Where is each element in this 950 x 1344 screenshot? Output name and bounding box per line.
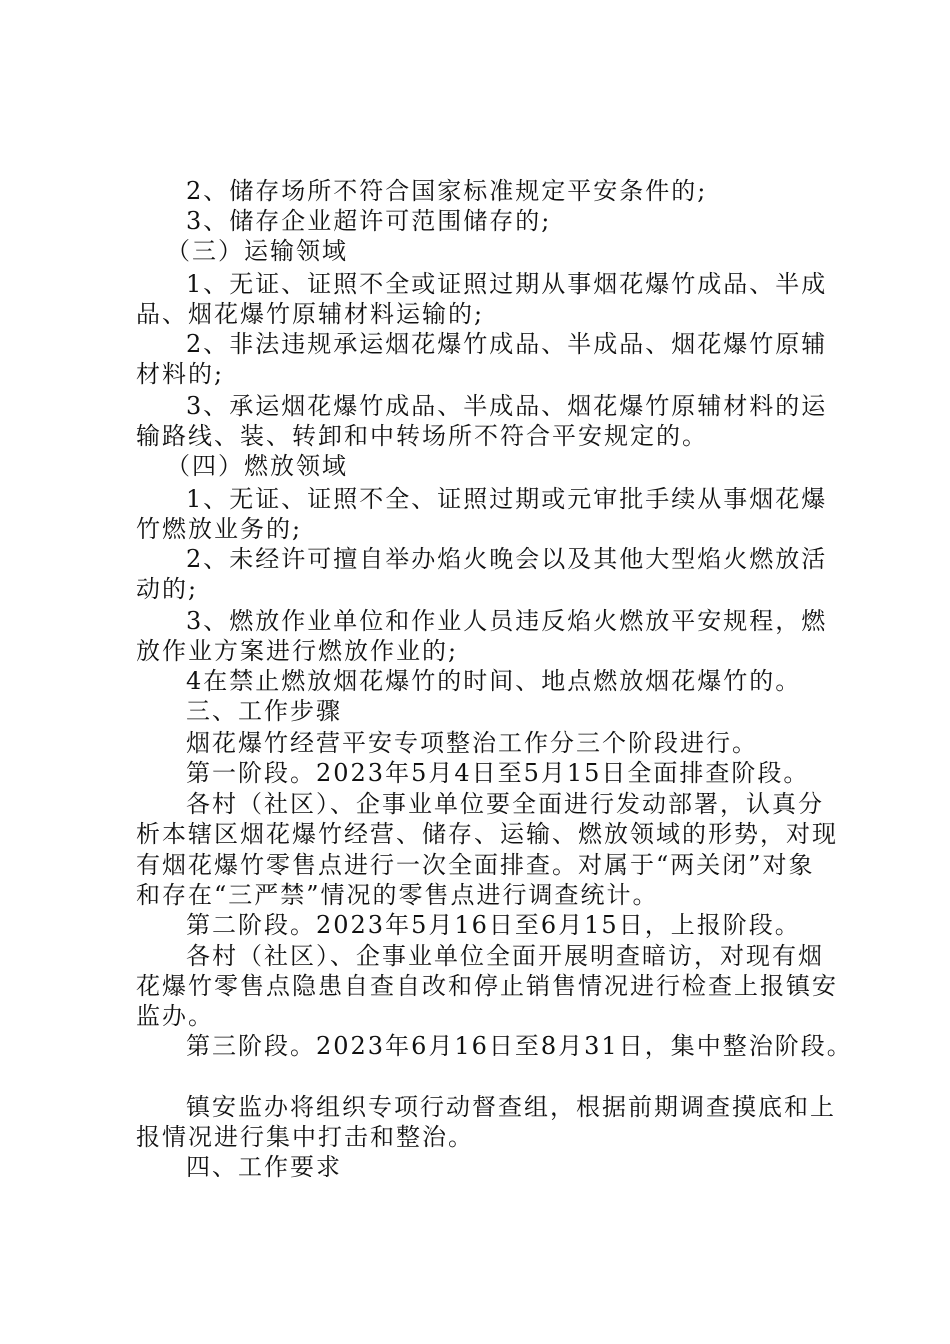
text-line: 品、烟花爆竹原辅材料运输的;	[136, 300, 485, 328]
text-line: 各村（社区）、企事业单位全面开展明查暗访，对现有烟	[186, 942, 824, 970]
text-line: 2、非法违规承运烟花爆竹成品、半成品、烟花爆竹原辅	[186, 330, 828, 358]
text-line: 烟花爆竹经营平安专项整治工作分三个阶段进行。	[186, 729, 758, 757]
text-line: 放作业方案进行燃放作业的;	[136, 637, 459, 665]
text-line: 竹燃放业务的;	[136, 515, 303, 543]
text-line: 第三阶段。2023年6月16日至8月31日，集中整治阶段。	[186, 1032, 853, 1060]
text-line: 输路线、装、转卸和中转场所不符合平安规定的。	[136, 422, 708, 450]
text-line: 析本辖区烟花爆竹经营、储存、运输、燃放领域的形势，对现	[136, 820, 838, 848]
text-line: 和存在“三严禁”情况的零售点进行调查统计。	[136, 881, 659, 909]
text-line: 3、储存企业超许可范围储存的;	[186, 207, 552, 235]
text-line: 第一阶段。2023年5月4日至5月15日全面排查阶段。	[186, 759, 810, 787]
text-line: 材料的;	[136, 360, 225, 388]
text-line: 各村（社区）、企事业单位要全面进行发动部署，认真分	[186, 790, 824, 818]
section-heading: 四、工作要求	[186, 1153, 342, 1181]
text-line: 1、无证、证照不全、证照过期或元审批手续从事烟花爆	[186, 485, 828, 513]
text-line: 花爆竹零售点隐患自查自改和停止销售情况进行检查上报镇安	[136, 972, 838, 1000]
text-line: 3、燃放作业单位和作业人员违反焰火燃放平安规程，燃	[186, 607, 828, 635]
text-line: 监办。	[136, 1002, 214, 1030]
section-heading: 三、工作步骤	[186, 697, 342, 725]
section-heading: （四）燃放领域	[166, 452, 348, 480]
section-heading: （三）运输领域	[166, 237, 348, 265]
text-line: 有烟花爆竹零售点进行一次全面排查。对属于“两关闭”对象	[136, 851, 815, 879]
text-line: 动的;	[136, 575, 199, 603]
text-line: 2、未经许可擅自举办焰火晚会以及其他大型焰火燃放活	[186, 545, 828, 573]
text-line: 2、储存场所不符合国家标准规定平安条件的;	[186, 177, 708, 205]
text-line: 报情况进行集中打击和整治。	[136, 1123, 474, 1151]
text-line: 4在禁止燃放烟花爆竹的时间、地点燃放烟花爆竹的。	[186, 667, 802, 695]
text-line: 镇安监办将组织专项行动督查组，根据前期调查摸底和上	[186, 1093, 836, 1121]
text-line: 第二阶段。2023年5月16日至6月15日，上报阶段。	[186, 911, 801, 939]
text-line: 1、无证、证照不全或证照过期从事烟花爆竹成品、半成	[186, 270, 828, 298]
text-line: 3、承运烟花爆竹成品、半成品、烟花爆竹原辅材料的运	[186, 392, 828, 420]
